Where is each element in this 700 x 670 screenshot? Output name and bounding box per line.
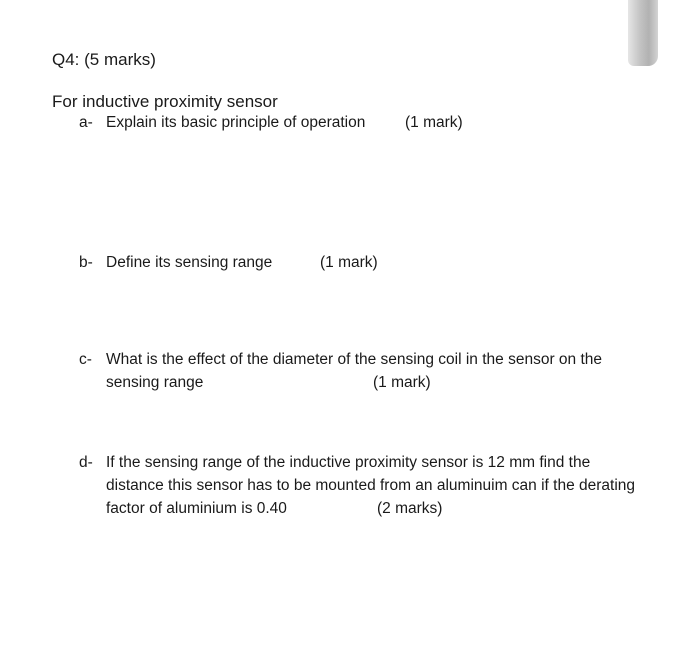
sub-question-letter: c- (79, 351, 92, 368)
sub-question-text (106, 348, 602, 394)
sub-question-letter: d- (79, 454, 93, 471)
sub-question-text (106, 451, 635, 520)
sub-question-line: Explain its basic principle of operation (106, 114, 366, 131)
sub-question-letter: a- (79, 114, 93, 131)
sub-question-line: Define its sensing range (106, 254, 273, 271)
sub-question-line: factor of aluminium is 0.40 (106, 500, 287, 517)
sub-question-letter: b- (79, 254, 93, 271)
sub-question-line: sensing range (106, 374, 204, 391)
sub-question-line: What is the effect of the diameter of the sensing coil in the sensor on the (106, 351, 602, 368)
marks-label: (1 mark) (373, 374, 431, 391)
question-title: Q4: (5 marks) (52, 50, 156, 69)
marks-label: (2 marks) (377, 500, 443, 517)
marks-label: (1 mark) (405, 114, 463, 131)
sub-question-line: If the sensing range of the inductive proximity sensor is 12 mm find the (106, 454, 591, 471)
sub-question-line: distance this sensor has to be mounted from an aluminuim can if the derating (106, 477, 636, 494)
sub-question-text (106, 111, 365, 134)
question-intro: For inductive proximity sensor (52, 92, 278, 111)
marks-label: (1 mark) (320, 254, 378, 271)
sub-question-text (106, 251, 272, 274)
page-edge-shadow (628, 0, 658, 66)
